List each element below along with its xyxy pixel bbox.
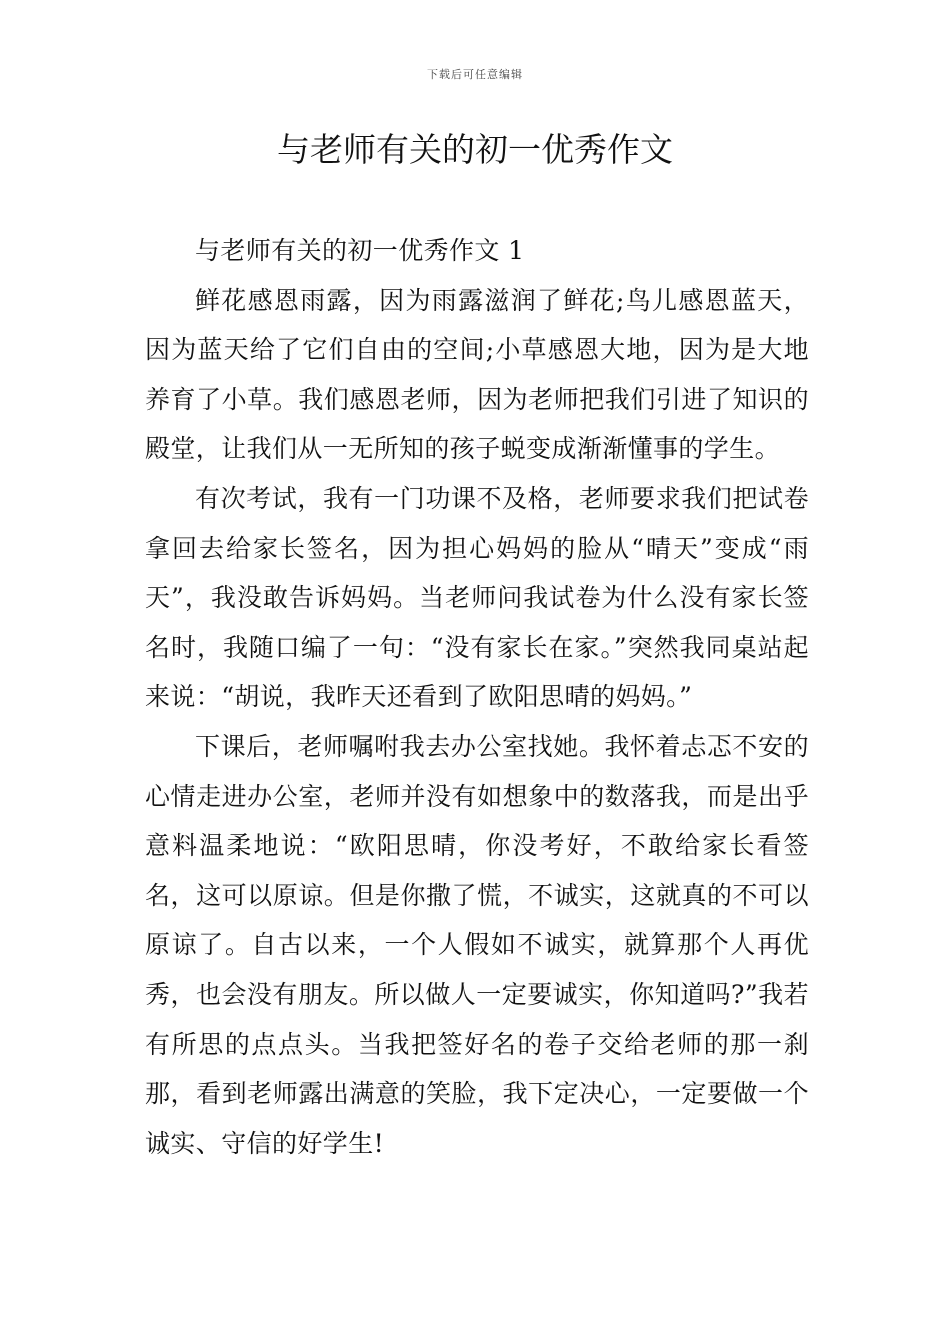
essay-subtitle: 与老师有关的初一优秀作文 1 (195, 236, 525, 265)
paragraph-2: 有次考试，我有一门功课不及格，老师要求我们把试卷拿回去给家长签名，因为担心妈妈的脸从“晴天”变成“雨天”，我没敢告诉妈妈。当老师问我试卷为什么没有家长签名时，我随口编了一句：“没有家长在家。”突然我同桌站起来说：“胡说，我昨天还看到了欧阳思晴的妈妈。” (145, 483, 809, 712)
document-body (145, 226, 809, 1168)
document-title: 与老师有关的初一优秀作文 (277, 130, 673, 169)
paragraph-3: 下课后，老师嘱咐我去办公室找她。我怀着忐忑不安的心情走进办公室，老师并没有如想象中的数落我，而是出乎意料温柔地说：“欧阳思晴，你没考好，不敢给家长看签名，这可以原谅。但是你撒了慌，不诚实，这就真的不可以原谅了。自古以来，一个人假如不诚实，就算那个人再优秀，也会没有朋友。所以做人一定要诚实，你知道吗?”我若有所思的点点头。当我把签好名的卷子交给老师的那一刹那，看到老师露出满意的笑脸，我下定决心，一定要做一个诚实、守信的好学生! (145, 731, 809, 1158)
header-note: 下载后可任意编辑 (427, 68, 523, 81)
paragraph-1: 鲜花感恩雨露，因为雨露滋润了鲜花;鸟儿感恩蓝天，因为蓝天给了它们自由的空间;小草感恩大地，因为是大地养育了小草。我们感恩老师，因为老师把我们引进了知识的殿堂，让我们从一无所知的孩子蜕变成渐渐懂事的学生。 (145, 285, 809, 464)
